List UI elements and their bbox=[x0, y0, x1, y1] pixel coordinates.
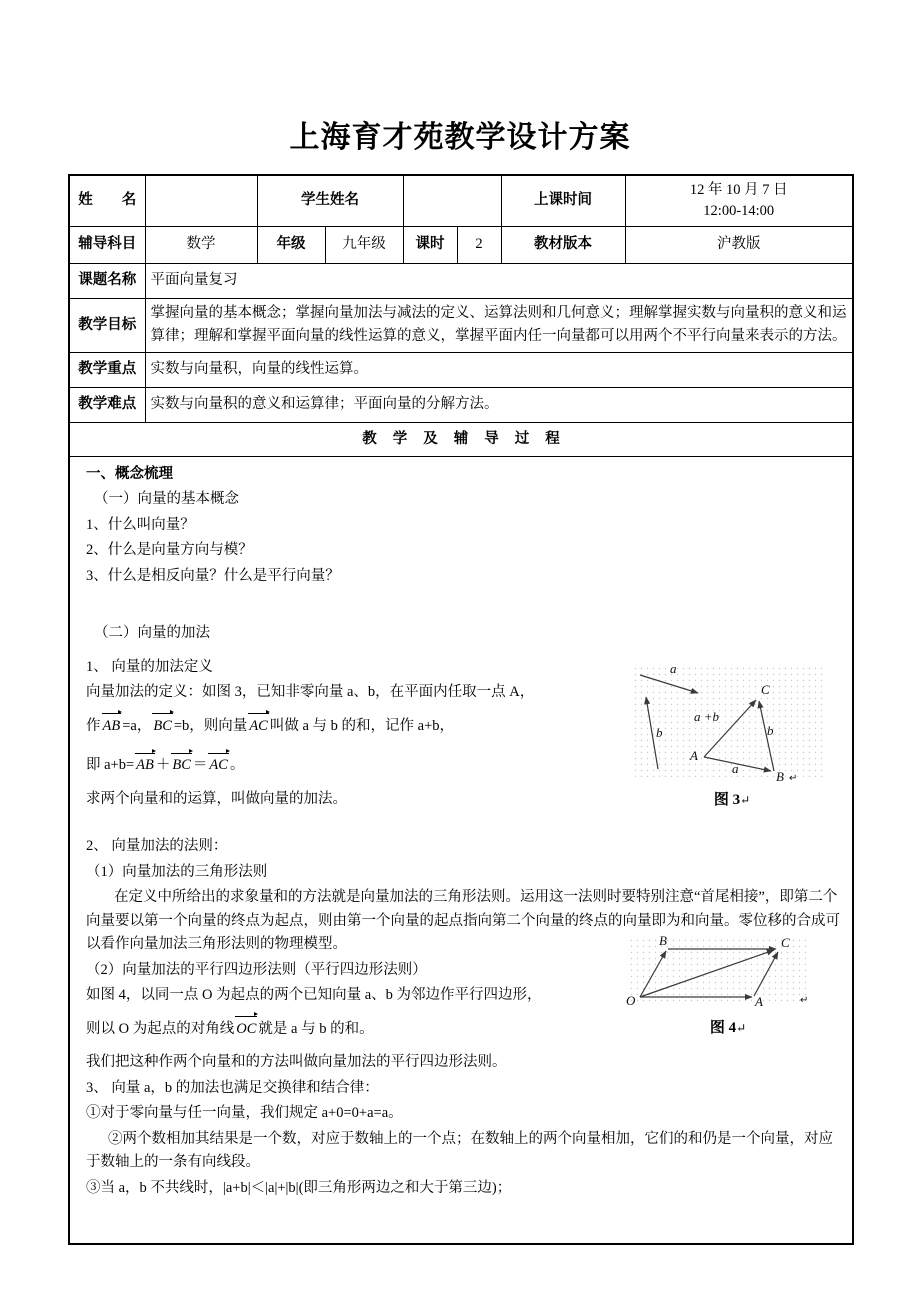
figure-4-caption bbox=[624, 1018, 832, 1040]
diagonal-prefix: 则以 O 为起点的对角线 bbox=[86, 1020, 235, 1037]
svg-text:a +b: a +b bbox=[694, 708, 720, 724]
def-eq3: 叫做 a 与 b 的和，记作 a+b， bbox=[269, 717, 455, 734]
table-row-difficulty bbox=[69, 387, 853, 422]
triangle-rule-title: （1）向量加法的三角形法则 bbox=[86, 863, 268, 880]
svg-text:A: A bbox=[755, 993, 763, 1009]
svg-text:C: C bbox=[761, 681, 770, 697]
table-row-objective bbox=[69, 299, 853, 353]
def-prefix: 作 bbox=[86, 717, 101, 734]
process-content bbox=[80, 463, 842, 1233]
process-header: 教学及辅导过程 bbox=[69, 422, 853, 456]
spacer-block bbox=[80, 608, 842, 622]
table-row-topic bbox=[69, 264, 853, 299]
figure-4-caption-text: 图 4 bbox=[709, 1019, 737, 1036]
spacer-block bbox=[80, 813, 842, 827]
period-value[interactable]: 2 bbox=[457, 227, 501, 264]
subsection-basic-concept-title: （一）向量的基本概念 bbox=[94, 491, 239, 508]
svg-text:a: a bbox=[670, 660, 677, 676]
svg-text:C: C bbox=[781, 934, 790, 950]
sum-prefix: 即 a+b= bbox=[86, 757, 135, 774]
table-row-process-header bbox=[69, 422, 853, 456]
vector-ab-2: AB bbox=[135, 754, 155, 777]
spacer-block bbox=[80, 1043, 842, 1051]
svg-text:↵: ↵ bbox=[800, 994, 809, 1006]
vector-ac: AC bbox=[248, 715, 269, 738]
svg-text:O: O bbox=[626, 992, 636, 1008]
name-value[interactable] bbox=[145, 175, 257, 227]
addition-laws-title: 3、 向量 a，b 的加法也满足交换律和结合律： bbox=[86, 1079, 379, 1096]
figure-4 bbox=[624, 933, 832, 1040]
parallelogram-rule-title: （2）向量加法的平行四边形法则（平行四边形法则） bbox=[86, 961, 427, 978]
addition-definition-line1: 向量加法的定义：如图 3，已知非零向量 a、b，在平面内任取一点 A， bbox=[86, 684, 535, 701]
def-eq2: =b，则向量 bbox=[173, 717, 248, 734]
lesson-plan-table bbox=[68, 174, 854, 1245]
table-row-process-body bbox=[69, 456, 853, 1244]
concept-question-2: 2、什么是向量方向与模？ bbox=[86, 542, 253, 559]
svg-text:B: B bbox=[659, 932, 667, 948]
spacer-block bbox=[80, 648, 842, 656]
textbook-value[interactable]: 沪教版 bbox=[625, 227, 853, 264]
concept-question-1: 1、什么叫向量？ bbox=[86, 516, 195, 533]
addition-law-3: ③当 a，b 不共线时，|a+b|＜|a|+|b|(即三角形两边之和大于第三边)； bbox=[86, 1179, 512, 1196]
svg-text:b: b bbox=[767, 722, 774, 738]
grade-value[interactable]: 九年级 bbox=[325, 227, 403, 264]
key-point-label: 教学重点 bbox=[69, 352, 145, 387]
figure-3-caption bbox=[628, 790, 836, 812]
figure-3-graphic bbox=[628, 661, 836, 789]
vector-bc-2: BC bbox=[171, 754, 192, 777]
spacer-block bbox=[80, 590, 842, 608]
name-label: 姓 名 bbox=[69, 175, 145, 227]
figure-3-pilcrow: ↵ bbox=[740, 792, 751, 807]
figure-3-caption-text: 图 3 bbox=[713, 791, 741, 808]
difficulty-value[interactable]: 实数与向量积的意义和运算律；平面向量的分解方法。 bbox=[145, 387, 853, 422]
objective-label: 教学目标 bbox=[69, 299, 145, 353]
parallelogram-rule-line1: 如图 4，以同一点 O 为起点的两个已知向量 a、b 为邻边作平行四边形， bbox=[86, 987, 542, 1004]
period-mark: 。 bbox=[229, 757, 245, 774]
class-time-date: 12 年 10 月 7 日 bbox=[689, 181, 788, 198]
svg-text:↵: ↵ bbox=[789, 772, 798, 784]
addition-definition-title: 1、 向量的加法定义 bbox=[86, 658, 213, 675]
process-body bbox=[69, 456, 853, 1244]
addition-law-1: ①对于零向量与任一向量，我们规定 a+0=0+a=a。 bbox=[86, 1105, 403, 1122]
difficulty-label: 教学难点 bbox=[69, 387, 145, 422]
vector-bc: BC bbox=[152, 715, 173, 738]
page-title: 上海育才苑教学设计方案 bbox=[289, 121, 631, 154]
subject-value[interactable]: 数学 bbox=[145, 227, 257, 264]
diagonal-suffix: 就是 a 与 b 的和。 bbox=[258, 1020, 374, 1037]
class-time-range: 12:00-14:00 bbox=[703, 203, 775, 219]
figure-4-graphic bbox=[624, 933, 824, 1017]
addition-definition-line4: 求两个向量和的运算，叫做向量的加法。 bbox=[86, 790, 347, 807]
student-name-label: 学生姓名 bbox=[257, 175, 403, 227]
addition-rules-title: 2、 向量加法的法则： bbox=[86, 838, 228, 855]
vector-oc: OC bbox=[235, 1018, 257, 1041]
subject-label: 辅导科目 bbox=[69, 227, 145, 264]
spacer-block bbox=[80, 827, 842, 835]
grade-label: 年级 bbox=[257, 227, 325, 264]
subsection-addition-title: （二）向量的加法 bbox=[94, 625, 210, 642]
svg-text:b: b bbox=[656, 724, 663, 740]
section-concept-title: 一、概念梳理 bbox=[86, 465, 173, 482]
table-row-key bbox=[69, 352, 853, 387]
topic-label: 课题名称 bbox=[69, 264, 145, 299]
equals-sign: ＝ bbox=[192, 757, 208, 774]
period-label: 课时 bbox=[403, 227, 457, 264]
vector-ab: AB bbox=[102, 715, 122, 738]
plus-sign: ＋ bbox=[155, 757, 171, 774]
addition-law-2: ②两个数相加其结果是一个数，对应于数轴上的一个点；在数轴上的两个向量相加，它们的和仍是一个向量，对应于数轴上的一条有向线段。 bbox=[86, 1130, 833, 1171]
svg-text:B: B bbox=[776, 768, 784, 784]
figure-4-pilcrow: ↵ bbox=[736, 1020, 747, 1035]
class-time-value[interactable] bbox=[625, 175, 853, 227]
table-row-name bbox=[69, 175, 853, 227]
figure-3 bbox=[628, 661, 836, 812]
concept-question-3: 3、什么是相反向量？什么是平行向量？ bbox=[86, 567, 340, 584]
svg-text:A: A bbox=[690, 747, 698, 763]
table-row-subject bbox=[69, 227, 853, 264]
svg-text:a: a bbox=[732, 760, 739, 776]
triangle-rule-body: 在定义中所给出的求象量和的方法就是向量加法的三角形法则。运用这一法则时要特别注意“首尾相接”，即第二个向量要以第一个向量的终点为起点，则由第一个向量的起点指向第二个向量的终点的向量即为和向量。零位移的合成可以看作向量加法三角形法则的物理模型。 bbox=[86, 889, 840, 953]
parallelogram-rule-line3: 我们把这种作两个向量和的方法叫做向量加法的平行四边形法则。 bbox=[86, 1054, 507, 1071]
textbook-label: 教材版本 bbox=[501, 227, 625, 264]
student-name-value[interactable] bbox=[403, 175, 501, 227]
topic-value[interactable]: 平面向量复习 bbox=[145, 264, 853, 299]
objective-value[interactable]: 掌握向量的基本概念；掌握向量加法与减法的定义、运算法则和几何意义；理解掌握实数与向量积的意义和运算律；理解和掌握平面向量的线性运算的意义，掌握平面内任一向量都可以用两个不平行向量来表示的方法。 bbox=[145, 299, 853, 353]
key-point-value[interactable]: 实数与向量积，向量的线性运算。 bbox=[145, 352, 853, 387]
def-eq1: =a， bbox=[122, 717, 152, 734]
vector-ac-2: AC bbox=[208, 754, 229, 777]
class-time-label: 上课时间 bbox=[501, 175, 625, 227]
